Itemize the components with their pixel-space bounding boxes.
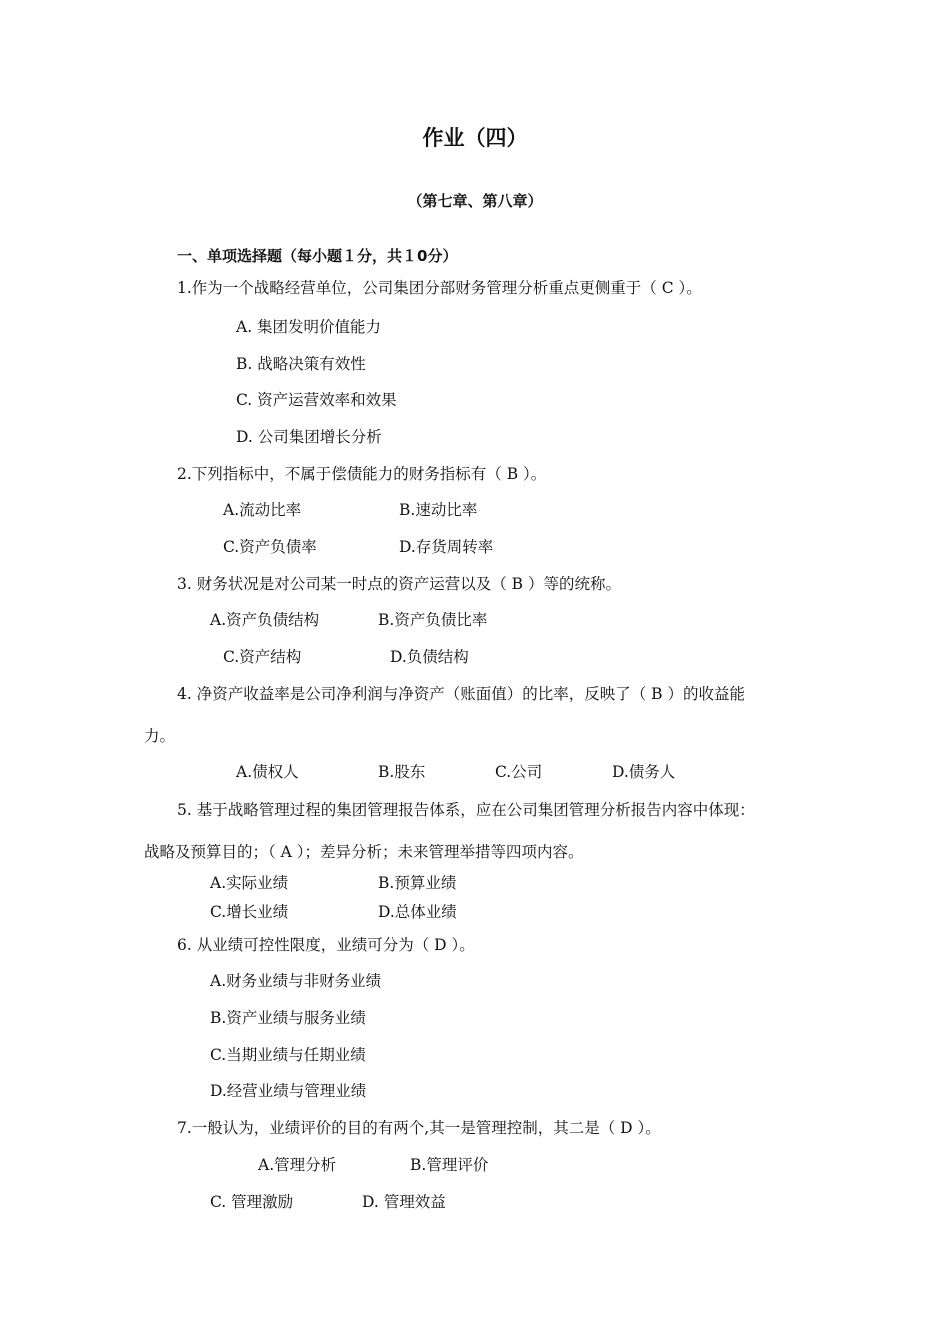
option-c: C. 管理激励 [210, 1193, 294, 1211]
option-d: D.存货周转率 [399, 538, 494, 556]
option-c: C.当期业绩与任期业绩 [210, 1046, 366, 1064]
option-b: B.股东 [378, 763, 426, 781]
question-stem: 2.下列指标中，不属于偿债能力的财务指标有（ B ）。 [177, 465, 547, 483]
option-a: A.财务业绩与非财务业绩 [210, 972, 382, 990]
question-stem: 6. 从业绩可控性限度，业绩可分为（ D ）。 [177, 936, 475, 954]
option-d: D.经营业绩与管理业绩 [210, 1082, 367, 1100]
question-stem: 1.作为一个战略经营单位，公司集团分部财务管理分析重点更侧重于（ C ）。 [177, 279, 702, 297]
option-b: B.速动比率 [399, 501, 478, 519]
question-stem-line-2: 力。 [144, 727, 176, 745]
question-stem-line-2: 战略及预算目的；（ A ）；差异分析；未来管理举措等四项内容。 [144, 843, 584, 861]
option-b: B.预算业绩 [378, 874, 457, 892]
option-a: A.流动比率 [223, 501, 302, 519]
option-b: B.资产负债比率 [378, 611, 488, 629]
option-a: A.债权人 [236, 763, 299, 781]
option-a: A. 集团发明价值能力 [236, 318, 382, 336]
option-c: C.资产结构 [223, 648, 302, 666]
option-d: D. 管理效益 [362, 1193, 446, 1211]
option-d: D.总体业绩 [378, 903, 457, 921]
question-stem-line-1: 4. 净资产收益率是公司净利润与净资产（账面值）的比率，反映了（ B ）的收益能 [177, 685, 745, 703]
option-a: A.管理分析 [258, 1156, 337, 1174]
page-subtitle: （第七章、第八章） [407, 192, 543, 210]
option-b: B.资产业绩与服务业绩 [210, 1009, 366, 1027]
option-b: B.管理评价 [410, 1156, 489, 1174]
question-stem: 3. 财务状况是对公司某一时点的资产运营以及（ B ）等的统称。 [177, 575, 621, 593]
question-stem: 7.一般认为，业绩评价的目的有两个,其一是管理控制，其二是（ D ）。 [177, 1119, 661, 1137]
option-c: C.资产负债率 [223, 538, 317, 556]
option-b: B. 战略决策有效性 [236, 355, 366, 373]
option-d: D.负债结构 [390, 648, 469, 666]
page-title: 作业（四） [422, 126, 528, 150]
option-a: A.实际业绩 [210, 874, 289, 892]
section-heading: 一、单项选择题（每小题１分，共１0分） [177, 247, 458, 265]
option-d: D. 公司集团增长分析 [236, 428, 382, 446]
option-c: C.增长业绩 [210, 903, 289, 921]
question-stem-line-1: 5. 基于战略管理过程的集团管理报告体系，应在公司集团管理分析报告内容中体现： [177, 801, 755, 819]
option-a: A.资产负债结构 [210, 611, 320, 629]
option-d: D.债务人 [612, 763, 676, 781]
option-c: C.公司 [495, 763, 543, 781]
option-c: C. 资产运营效率和效果 [236, 391, 397, 409]
